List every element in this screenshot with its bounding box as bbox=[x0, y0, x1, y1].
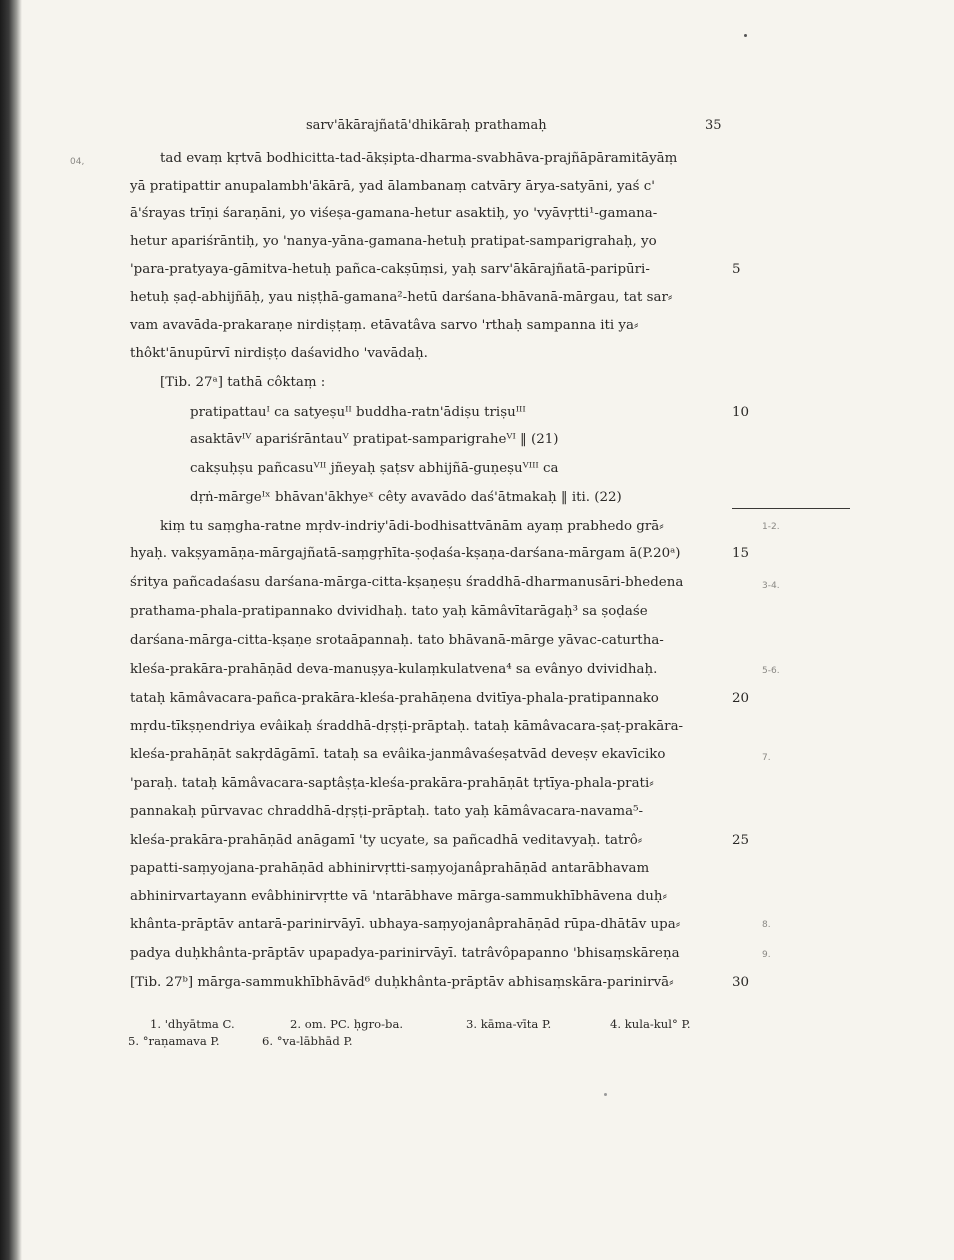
footnote: 1. 'dhyātma C. bbox=[150, 1017, 235, 1031]
verse-line: dṛṅ-mārgeᴵˣ bhāvan'ākhyeˣ cêty avavādo daś'ātmakaḥ ‖ iti. (22) bbox=[190, 490, 622, 505]
footnote: 4. kula-kul° P. bbox=[610, 1017, 691, 1031]
running-header bbox=[0, 118, 954, 138]
text-line: 'paraḥ. tataḥ kāmâvacara-saptâṣṭa-kleśa-prakāra-prahāṇāt tṛtīya-phala-prati⸗ bbox=[130, 776, 654, 791]
text-line: śritya pañcadaśasu darśana-mārga-citta-kṣaṇeṣu śraddhā-dharmanusāri-bhedena bbox=[130, 575, 684, 590]
margin-note: 5-6. bbox=[762, 666, 780, 676]
footnote: 2. om. PC. ḥgro-ba. bbox=[290, 1017, 404, 1031]
footnote: 3. kāma-vīta P. bbox=[466, 1017, 552, 1031]
text-line: mṛdu-tīkṣṇendriya evâikaḥ śraddhā-dṛṣṭi-prāptaḥ. tataḥ kāmâvacara-ṣaṭ-prakāra- bbox=[130, 719, 684, 734]
footnote-row bbox=[0, 1016, 954, 1032]
margin-note: 7. bbox=[762, 753, 771, 763]
footnote-row bbox=[0, 1033, 954, 1049]
text-line: prathama-phala-pratipannako dvividhaḥ. tato yaḥ kāmâvītarāgaḥ³ sa ṣoḍaśe bbox=[130, 604, 648, 619]
verse-line: asaktāvᴵⱽ apariśrāntauⱽ pratipat-samparigraheⱽᴵ ‖ (21) bbox=[190, 432, 559, 447]
line-number: 25 bbox=[732, 833, 750, 848]
text-line: yā pratipattir anupalambh'ākārā, yad ālambanaṃ catvāry ārya-satyāni, yaś c' bbox=[130, 179, 655, 194]
text-line: kleśa-prahāṇāt sakṛdāgāmī. tataḥ sa evâika-janmâvaśeṣatvād deveṣv ekavīciko bbox=[130, 747, 666, 762]
line-number: 10 bbox=[732, 405, 750, 420]
scan-speck bbox=[744, 34, 747, 37]
line-number: 20 bbox=[732, 691, 750, 706]
running-title: sarv'ākārajñatā'dhikāraḥ prathamaḥ bbox=[306, 118, 547, 133]
text-line: [Tib. 27ᵃ] tathā côktaṃ : bbox=[160, 375, 326, 390]
line-number: 15 bbox=[732, 546, 750, 561]
page-number: 35 bbox=[705, 118, 722, 133]
margin-note: 1-2. bbox=[762, 522, 780, 532]
text-line: khânta-prāptāv antarā-parinirvāyī. ubhaya-saṃyojanâprahāṇād rūpa-dhātāv upa⸗ bbox=[130, 917, 681, 932]
line-number: 30 bbox=[732, 975, 750, 990]
text-line: thôkt'ānupūrvī nirdiṣṭo daśavidho 'vavādaḥ. bbox=[130, 346, 428, 361]
text-line: padya duḥkhânta-prāptāv upapadya-parinirvāyī. tatrâvôpapanno 'bhisaṃskāreṇa bbox=[130, 946, 680, 961]
text-line: papatti-saṃyojana-prahāṇād abhinirvṛtti-saṃyojanâprahāṇād antarābhavam bbox=[130, 861, 650, 876]
margin-note: 3-4. bbox=[762, 581, 780, 591]
text-line: tataḥ kāmâvacara-pañca-prakāra-kleśa-prahāṇena dvitīya-phala-pratipannako 20 bbox=[0, 688, 954, 710]
margin-note: 9. bbox=[762, 950, 771, 960]
text-line: hetur apariśrāntiḥ, yo 'nanya-yāna-gamana-hetuḥ pratipat-samparigrahaḥ, yo bbox=[130, 234, 657, 249]
text-line: kleśa-prakāra-prahāṇād anāgamī 'ty ucyate, sa pañcadhā veditavyaḥ. tatrô⸗ 25 bbox=[0, 830, 954, 852]
footnote: 6. °va-lābhād P. bbox=[262, 1034, 353, 1048]
text-line: hyaḥ. vakṣyamāṇa-mārgajñatā-saṃgṛhīta-ṣoḍaśa-kṣaṇa-darśana-mārgam ā(P.20ᵃ) 15 bbox=[0, 543, 954, 565]
text-line: abhinirvartayann evâbhinirvṛtte vā 'ntarābhave mārga-sammukhībhāvena duḥ⸗ bbox=[130, 889, 667, 904]
line-number: 5 bbox=[732, 262, 741, 277]
text-line: vam avavāda-prakaraṇe nirdiṣṭaṃ. etāvatâva sarvo 'rthaḥ sampanna iti ya⸗ bbox=[130, 318, 639, 333]
margin-note: 04, bbox=[70, 157, 85, 167]
text-line: darśana-mārga-citta-kṣaṇe srotaāpannaḥ. tato bhāvanā-mārge yāvac-caturtha- bbox=[130, 633, 664, 648]
text-line: hetuḥ ṣaḍ-abhijñāḥ, yau niṣṭhā-gamana²-hetū darśana-bhāvanā-mārgau, tat sar⸗ bbox=[130, 290, 673, 305]
text-line: [Tib. 27ᵇ] mārga-sammukhībhāvād⁶ duḥkhânta-prāptāv abhisaṃskāra-parinirvā⸗ 30 bbox=[0, 972, 954, 994]
marginal-rule bbox=[732, 508, 850, 509]
verse-line: cakṣuḥṣu pañcasuⱽᴵᴵ jñeyaḥ ṣaṭsv abhijñā-guṇeṣuⱽᴵᴵᴵ ca bbox=[190, 461, 559, 476]
scan-speck bbox=[604, 1093, 607, 1096]
text-line: kleśa-prakāra-prahāṇād deva-manuṣya-kulaṃkulatvena⁴ sa evânyo dvividhaḥ. bbox=[130, 662, 658, 677]
text-line: ā'śrayas trīṇi śaraṇāni, yo viśeṣa-gamana-hetur asaktiḥ, yo 'vyāvṛtti¹-gamana- bbox=[130, 206, 658, 221]
text-line: kiṃ tu saṃgha-ratne mṛdv-indriy'ādi-bodhisattvānām ayaṃ prabhedo grā⸗ bbox=[160, 519, 664, 534]
margin-note: 8. bbox=[762, 920, 771, 930]
text-line: pannakaḥ pūrvavac chraddhā-dṛṣṭi-prāptaḥ. tato yaḥ kāmâvacara-navama⁵- bbox=[130, 804, 644, 819]
text-line: tad evaṃ kṛtvā bodhicitta-tad-ākṣipta-dharma-svabhāva-prajñāpāramitāyāṃ bbox=[160, 151, 678, 166]
footnote: 5. °raṇamava P. bbox=[128, 1034, 220, 1048]
text-line: 'para-pratyaya-gāmitva-hetuḥ pañca-cakṣūṃsi, yaḥ sarv'ākārajñatā-paripūri- 5 bbox=[0, 259, 954, 281]
verse-line: pratipattauᴵ ca satyeṣuᴵᴵ buddha-ratn'ādiṣu triṣuᴵᴵᴵ 10 bbox=[0, 402, 954, 424]
